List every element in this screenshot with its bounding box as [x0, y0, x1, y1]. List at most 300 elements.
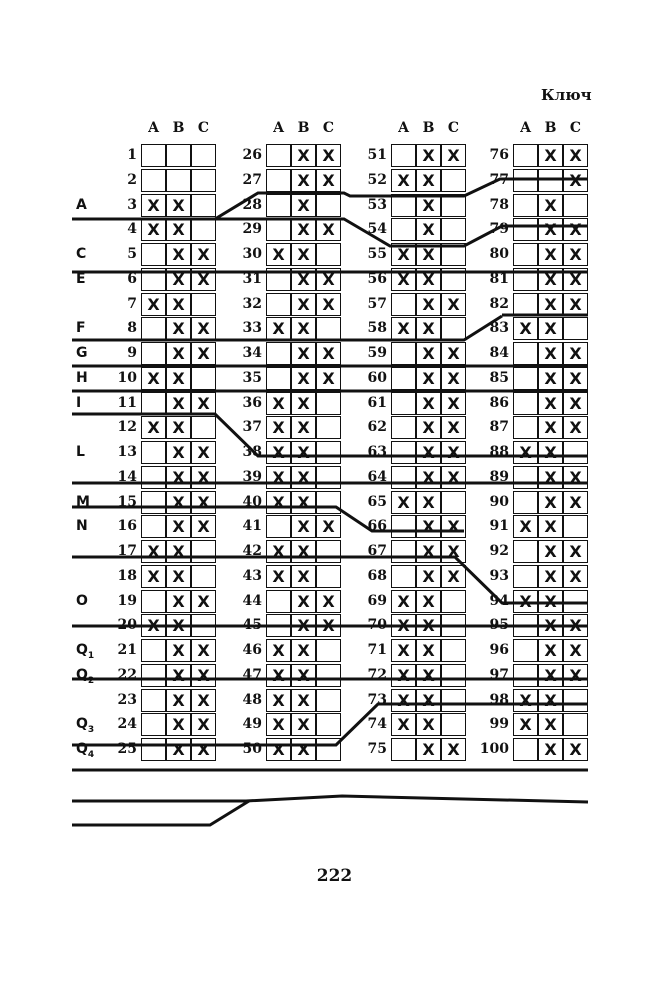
column-header-c: C — [197, 120, 210, 136]
answer-cell-b: X — [291, 639, 316, 662]
answer-cell-b: X — [416, 713, 441, 736]
item-number: 16 — [117, 518, 137, 535]
answer-cell-c: X — [191, 317, 216, 340]
answer-cell-b: X — [416, 590, 441, 613]
answer-cell-b: X — [291, 194, 316, 217]
answer-cell-b: X — [416, 491, 441, 514]
item-number: 46 — [242, 642, 262, 658]
answer-cell-c: X — [563, 738, 588, 761]
item-number: 100 — [479, 741, 509, 757]
answer-cell-c: X — [563, 416, 588, 439]
answer-cell-a: X — [266, 416, 291, 439]
item-number: 11 — [117, 394, 137, 411]
item-number: 28 — [242, 196, 262, 213]
scale-label: $Q_4$ — [76, 741, 95, 760]
answer-cell-c: X — [441, 367, 466, 390]
answer-cell-c: X — [441, 466, 466, 489]
scale-label: I — [76, 394, 82, 411]
answer-cell-c: X — [191, 713, 216, 736]
answer-cell-b: X — [416, 317, 441, 340]
answer-cell-c: X — [563, 664, 588, 687]
answer-cell-c: X — [563, 392, 588, 415]
divider-line — [72, 414, 588, 456]
item-number: 30 — [242, 246, 262, 262]
answer-cell-b: X — [538, 392, 563, 415]
answer-cell-a: X — [266, 689, 291, 712]
answer-cell-a: X — [391, 713, 416, 736]
answer-cell-b: X — [291, 689, 316, 712]
item-number: 72 — [367, 666, 387, 683]
answer-cell-b: X — [166, 614, 191, 637]
column-header-c: C — [569, 120, 582, 136]
answer-cell-a: X — [266, 639, 291, 662]
item-number: 3 — [127, 196, 137, 213]
answer-cell-a: X — [513, 689, 538, 712]
column-header-a: A — [148, 120, 159, 136]
item-number: 39 — [242, 468, 262, 485]
answer-cell-b: X — [538, 243, 563, 266]
answer-cell-a: X — [266, 491, 291, 514]
answer-cell-c: X — [316, 367, 341, 390]
item-number: 40 — [242, 493, 262, 510]
item-number: 85 — [489, 369, 509, 386]
answer-cell-b: X — [416, 243, 441, 266]
answer-cell-b: X — [291, 169, 316, 192]
answer-cell-c: X — [441, 565, 466, 588]
answer-cell-a: X — [141, 218, 166, 241]
answer-cell-b: X — [538, 367, 563, 390]
item-number: 6 — [127, 270, 137, 287]
item-number: 12 — [117, 419, 137, 436]
answer-cell-b: X — [291, 491, 316, 514]
answer-cell-a: X — [141, 367, 166, 390]
answer-cell-b: X — [166, 441, 191, 464]
answer-cell-a: X — [391, 614, 416, 637]
answer-cell-a: X — [266, 713, 291, 736]
answer-cell-c: X — [563, 342, 588, 365]
answer-cell-b: X — [538, 540, 563, 563]
answer-cell-b: X — [166, 738, 191, 761]
scale-label: $Q_3$ — [76, 716, 95, 736]
answer-cell-c: X — [563, 144, 588, 167]
scale-label: A — [76, 196, 87, 213]
answer-cell-b: X — [538, 664, 563, 687]
answer-cell-a: X — [391, 689, 416, 712]
answer-cell-b: X — [291, 540, 316, 563]
divider-line — [72, 557, 588, 603]
item-number: 36 — [242, 394, 262, 411]
item-number: 31 — [242, 270, 262, 287]
answer-cell-b: X — [291, 218, 316, 241]
answer-cell-c: X — [441, 540, 466, 563]
answer-cell-b: X — [538, 416, 563, 439]
answer-cell-c: X — [191, 515, 216, 538]
answer-cell-b: X — [416, 169, 441, 192]
answer-cell-c: X — [316, 614, 341, 637]
item-number: 23 — [117, 691, 137, 708]
item-number: 68 — [367, 567, 387, 584]
answer-cell-c: X — [563, 243, 588, 266]
answer-cell-a: X — [141, 614, 166, 637]
item-number: 92 — [489, 543, 509, 559]
page-number: 222 — [316, 866, 353, 886]
answer-cell-a: X — [141, 194, 166, 217]
answer-cell-c: X — [316, 293, 341, 316]
scale-label: M — [76, 493, 90, 510]
item-number: 73 — [367, 691, 387, 708]
answer-cell-c: X — [316, 515, 341, 538]
item-number: 98 — [489, 691, 509, 708]
answer-cell-b: X — [416, 441, 441, 464]
item-number: 83 — [489, 320, 509, 337]
item-number: 14 — [117, 468, 137, 485]
item-number: 66 — [367, 518, 387, 535]
item-number: 44 — [242, 592, 262, 609]
item-number: 99 — [489, 716, 509, 733]
item-number: 86 — [489, 394, 509, 411]
answer-cell-b: X — [416, 293, 441, 316]
answer-cell-c: X — [563, 293, 588, 316]
item-number: 48 — [242, 691, 262, 708]
column-header-b: B — [544, 120, 557, 136]
item-number: 7 — [127, 295, 137, 312]
answer-cell-b: X — [416, 738, 441, 761]
answer-cell-b: X — [416, 614, 441, 637]
item-number: 33 — [242, 320, 262, 337]
scale-label: E — [76, 270, 86, 287]
answer-cell-c: X — [563, 491, 588, 514]
answer-cell-a: X — [266, 466, 291, 489]
answer-cell-b: X — [291, 144, 316, 167]
answer-cell-b: X — [416, 565, 441, 588]
answer-cell-b: X — [166, 342, 191, 365]
answer-cell-b: X — [538, 317, 563, 340]
answer-cell-b: X — [166, 664, 191, 687]
answer-cell-c: X — [563, 367, 588, 390]
answer-cell-a: X — [513, 713, 538, 736]
item-number: 94 — [489, 592, 509, 609]
item-number: 34 — [242, 345, 262, 361]
item-number: 35 — [242, 369, 262, 386]
item-number: 43 — [242, 567, 262, 584]
item-number: 62 — [367, 419, 387, 436]
answer-cell-c: X — [563, 169, 588, 192]
answer-cell-b: X — [291, 342, 316, 365]
item-number: 84 — [489, 345, 509, 361]
scale-label: G — [76, 345, 88, 361]
answer-cell-a: X — [141, 565, 166, 588]
item-number: 22 — [117, 666, 137, 683]
answer-cell-b: X — [416, 416, 441, 439]
item-number: 19 — [117, 592, 137, 609]
answer-cell-b: X — [166, 268, 191, 291]
item-number: 2 — [127, 171, 137, 188]
item-number: 4 — [127, 221, 137, 238]
answer-cell-a: X — [391, 639, 416, 662]
scale-label: L — [76, 444, 85, 460]
answer-cell-c: X — [441, 293, 466, 316]
divider-line — [72, 316, 502, 340]
answer-cell-b: X — [416, 639, 441, 662]
answer-cell-b: X — [166, 367, 191, 390]
answer-cell-b: X — [291, 590, 316, 613]
item-number: 65 — [367, 493, 387, 510]
answer-cell-b: X — [538, 515, 563, 538]
answer-cell-b: X — [538, 268, 563, 291]
item-number: 18 — [117, 567, 137, 584]
item-number: 89 — [489, 468, 509, 485]
answer-cell-b: X — [538, 491, 563, 514]
divider-line — [215, 219, 588, 246]
scale-label: F — [76, 320, 86, 337]
item-number: 8 — [127, 320, 137, 337]
answer-cell-a: X — [266, 441, 291, 464]
answer-cell-a: X — [391, 317, 416, 340]
answer-cell-c: X — [441, 515, 466, 538]
answer-cell-b: X — [538, 342, 563, 365]
item-number: 63 — [367, 444, 387, 460]
answer-cell-c: X — [563, 268, 588, 291]
answer-cell-b: X — [291, 441, 316, 464]
item-number: 88 — [489, 444, 509, 460]
answer-cell-b: X — [291, 392, 316, 415]
answer-cell-b: X — [166, 590, 191, 613]
item-number: 45 — [242, 617, 262, 634]
answer-cell-b: X — [416, 194, 441, 217]
answer-cell-a: X — [141, 540, 166, 563]
answer-cell-c: X — [563, 540, 588, 563]
answer-cell-b: X — [416, 218, 441, 241]
item-number: 29 — [242, 221, 262, 238]
answer-cell-c: X — [563, 639, 588, 662]
item-number: 75 — [367, 741, 387, 757]
divider-line — [72, 801, 249, 825]
answer-cell-b: X — [166, 416, 191, 439]
answer-cell-c: X — [441, 392, 466, 415]
item-number: 53 — [367, 196, 387, 213]
answer-cell-c: X — [316, 590, 341, 613]
answer-cell-b: X — [166, 218, 191, 241]
answer-cell-c: X — [441, 416, 466, 439]
answer-cell-a: X — [266, 243, 291, 266]
answer-cell-b: X — [291, 293, 316, 316]
answer-cell-c: X — [191, 664, 216, 687]
answer-cell-a: X — [266, 392, 291, 415]
item-number: 90 — [489, 493, 509, 510]
item-number: 81 — [489, 270, 509, 287]
item-number: 27 — [242, 171, 262, 188]
item-number: 50 — [242, 741, 262, 757]
item-number: 58 — [367, 320, 387, 337]
answer-cell-b: X — [166, 540, 191, 563]
answer-cell-b: X — [166, 293, 191, 316]
answer-cell-c: X — [191, 342, 216, 365]
answer-cell-b: X — [166, 689, 191, 712]
item-number: 80 — [489, 246, 509, 262]
answer-cell-c: X — [191, 590, 216, 613]
answer-cell-b: X — [416, 342, 441, 365]
item-number: 52 — [367, 171, 387, 188]
answer-cell-a: X — [266, 565, 291, 588]
answer-cell-a: X — [391, 664, 416, 687]
scale-label: H — [76, 369, 88, 386]
divider-line — [72, 796, 588, 802]
answer-cell-c: X — [191, 268, 216, 291]
item-number: 67 — [367, 543, 387, 559]
column-header-b: B — [297, 120, 310, 136]
answer-cell-b: X — [538, 565, 563, 588]
item-number: 57 — [367, 295, 387, 312]
item-number: 49 — [242, 716, 262, 733]
item-number: 51 — [367, 147, 387, 163]
item-number: 77 — [489, 171, 509, 188]
answer-cell-c: X — [563, 466, 588, 489]
answer-cell-b: X — [538, 466, 563, 489]
item-number: 61 — [367, 394, 387, 411]
column-header-c: C — [322, 120, 335, 136]
item-number: 54 — [367, 221, 387, 238]
answer-cell-c: X — [191, 689, 216, 712]
answer-cell-b: X — [166, 713, 191, 736]
column-header-a: A — [398, 120, 409, 136]
answer-cell-b: X — [166, 194, 191, 217]
answer-cell-c: X — [191, 466, 216, 489]
scale-label: O — [76, 592, 88, 609]
item-number: 32 — [242, 295, 262, 312]
answer-cell-c: X — [316, 342, 341, 365]
answer-cell-a: X — [266, 540, 291, 563]
answer-cell-a: X — [391, 268, 416, 291]
answer-cell-c: X — [191, 392, 216, 415]
item-number: 59 — [367, 345, 387, 361]
answer-cell-c: X — [316, 169, 341, 192]
answer-cell-a: X — [391, 590, 416, 613]
answer-cell-b: X — [538, 738, 563, 761]
answer-cell-b: X — [166, 392, 191, 415]
answer-cell-b: X — [291, 466, 316, 489]
answer-cell-b: X — [291, 565, 316, 588]
column-header-a: A — [520, 120, 531, 136]
page-title: Ключ — [541, 86, 592, 104]
item-number: 93 — [489, 567, 509, 584]
answer-cell-b: X — [538, 441, 563, 464]
answer-cell-b: X — [166, 317, 191, 340]
item-number: 10 — [117, 369, 137, 386]
answer-cell-c: X — [191, 441, 216, 464]
answer-cell-c: X — [191, 738, 216, 761]
column-header-a: A — [273, 120, 284, 136]
answer-cell-b: X — [538, 293, 563, 316]
item-number: 95 — [489, 617, 509, 634]
answer-cell-a: X — [513, 590, 538, 613]
item-number: 78 — [489, 196, 509, 213]
answer-cell-b: X — [538, 194, 563, 217]
item-number: 55 — [367, 246, 387, 262]
answer-cell-b: X — [291, 268, 316, 291]
item-number: 60 — [367, 369, 387, 386]
answer-cell-c: X — [191, 491, 216, 514]
answer-cell-b: X — [166, 491, 191, 514]
answer-cell-b: X — [416, 144, 441, 167]
answer-cell-b: X — [291, 515, 316, 538]
item-number: 97 — [489, 666, 509, 683]
item-number: 69 — [367, 592, 387, 609]
answer-cell-b: X — [538, 218, 563, 241]
column-header-c: C — [447, 120, 460, 136]
answer-cell-b: X — [166, 466, 191, 489]
item-number: 41 — [242, 518, 262, 535]
divider-line — [72, 704, 588, 745]
item-number: 21 — [117, 642, 137, 658]
answer-cell-c: X — [563, 218, 588, 241]
answer-cell-b: X — [291, 317, 316, 340]
item-number: 87 — [489, 419, 509, 436]
divider-line — [72, 179, 588, 219]
item-number: 13 — [117, 444, 137, 460]
item-number: 42 — [242, 543, 262, 559]
answer-cell-b: X — [538, 614, 563, 637]
scale-label: C — [76, 246, 87, 262]
item-number: 76 — [489, 147, 509, 163]
answer-cell-a: X — [391, 243, 416, 266]
answer-cell-b: X — [416, 367, 441, 390]
answer-cell-b: X — [291, 614, 316, 637]
item-number: 64 — [367, 468, 387, 485]
answer-cell-b: X — [166, 565, 191, 588]
item-number: 38 — [242, 444, 262, 460]
answer-cell-b: X — [416, 689, 441, 712]
answer-cell-a: X — [513, 441, 538, 464]
answer-cell-c: X — [441, 738, 466, 761]
answer-cell-a: X — [266, 317, 291, 340]
column-header-b: B — [422, 120, 435, 136]
item-number: 71 — [367, 642, 387, 658]
item-number: 24 — [117, 716, 137, 733]
item-number: 9 — [127, 345, 137, 361]
answer-cell-b: X — [538, 639, 563, 662]
answer-cell-b: X — [166, 639, 191, 662]
item-number: 70 — [367, 617, 387, 634]
answer-cell-c: X — [563, 614, 588, 637]
answer-cell-b: X — [166, 243, 191, 266]
answer-cell-b: X — [291, 367, 316, 390]
answer-cell-b: X — [416, 268, 441, 291]
answer-cell-a: X — [266, 664, 291, 687]
item-number: 37 — [242, 419, 262, 436]
item-number: 5 — [127, 246, 137, 262]
answer-cell-a: X — [513, 515, 538, 538]
answer-cell-b: X — [538, 590, 563, 613]
answer-cell-b: X — [538, 144, 563, 167]
item-number: 56 — [367, 270, 387, 287]
item-number: 96 — [489, 642, 509, 658]
item-number: 17 — [117, 543, 137, 559]
item-number: 26 — [242, 147, 262, 163]
answer-cell-a: X — [391, 169, 416, 192]
item-number: 15 — [117, 493, 137, 510]
item-number: 1 — [127, 147, 137, 163]
scale-label: N — [76, 518, 88, 535]
answer-cell-c: X — [191, 639, 216, 662]
answer-cell-b: X — [291, 713, 316, 736]
answer-cell-c: X — [441, 441, 466, 464]
answer-cell-a: X — [266, 738, 291, 761]
item-number: 79 — [489, 221, 509, 238]
answer-cell-c: X — [191, 243, 216, 266]
answer-cell-c: X — [563, 565, 588, 588]
answer-cell-b: X — [291, 416, 316, 439]
answer-cell-b: X — [291, 738, 316, 761]
